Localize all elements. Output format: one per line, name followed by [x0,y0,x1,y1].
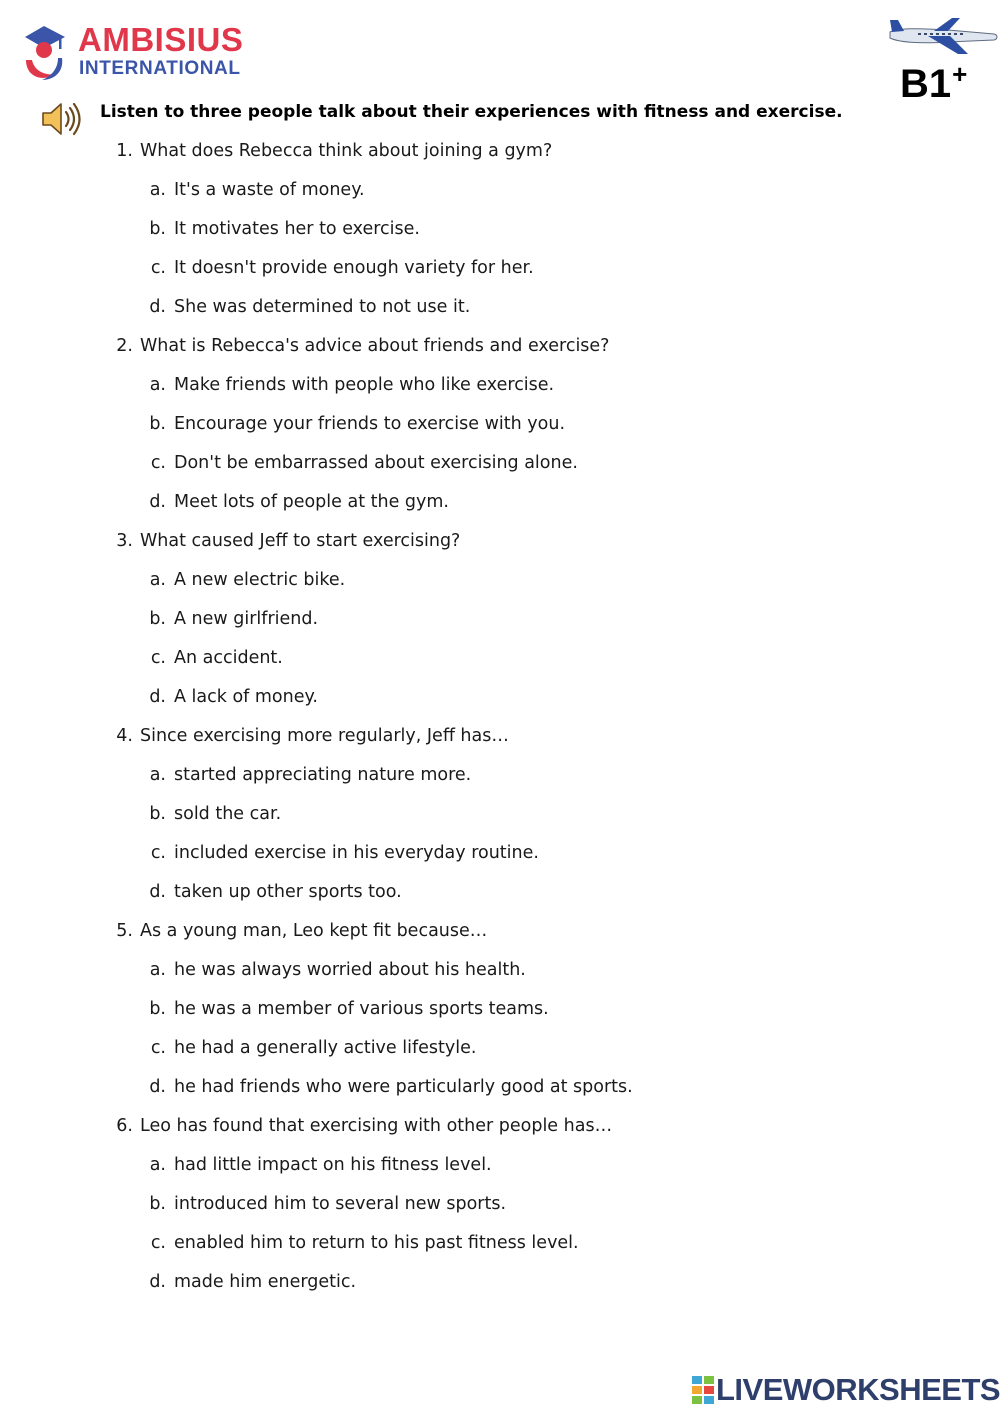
answer-option[interactable] [0,294,1000,333]
question-number: 5. [116,921,133,941]
answer-option[interactable] [0,801,1000,840]
option-text: It doesn't provide enough variety for her. [174,258,534,278]
answer-option[interactable] [0,840,1000,879]
instruction-text: Listen to three people talk about their experiences with fitness and exercise. [100,102,843,122]
option-text: he was a member of various sports teams. [174,999,549,1019]
answer-option[interactable] [0,411,1000,450]
liveworksheets-logo-icon [692,1376,714,1404]
option-text: Don't be embarrassed about exercising alone. [174,453,578,473]
option-letter: d. [149,297,166,317]
answer-option[interactable] [0,1074,1000,1113]
answer-option[interactable] [0,957,1000,996]
question-number: 6. [116,1116,133,1136]
option-text: included exercise in his everyday routine. [174,843,539,863]
option-text: It motivates her to exercise. [174,219,420,239]
option-text: introduced him to several new sports. [174,1194,507,1214]
option-text: She was determined to not use it. [174,297,471,317]
option-letter: c. [150,453,166,473]
brand-logo [22,20,262,84]
option-letter: d. [149,882,166,902]
option-text: made him energetic. [174,1272,357,1292]
answer-option[interactable] [0,1230,1000,1269]
question-text: What is Rebecca's advice about friends and exercise? [140,336,610,356]
option-letter: b. [149,999,166,1019]
answer-option[interactable] [0,1035,1000,1074]
option-text: A lack of money. [174,687,318,707]
answer-option[interactable] [0,684,1000,723]
option-text: It's a waste of money. [174,180,365,200]
question-text: What caused Jeff to start exercising? [140,531,461,551]
speaker-audio-icon[interactable] [40,99,84,139]
graduate-logo-icon [22,20,72,82]
liveworksheets-wordmark: LIVEWORKSHEETS [716,1372,1000,1407]
answer-option[interactable] [0,372,1000,411]
question-1 [0,138,1000,177]
question-2 [0,333,1000,372]
option-letter: b. [149,1194,166,1214]
answer-option[interactable] [0,216,1000,255]
option-letter: a. [149,375,166,395]
level-label: B1+ [900,59,968,106]
option-letter: b. [149,414,166,434]
answer-option[interactable] [0,255,1000,294]
option-letter: d. [149,1272,166,1292]
option-letter: a. [149,570,166,590]
option-letter: b. [149,219,166,239]
option-text: A new girlfriend. [174,609,319,629]
option-letter: c. [150,1038,166,1058]
option-letter: a. [149,960,166,980]
option-text: he was always worried about his health. [174,960,526,980]
answer-option[interactable] [0,996,1000,1035]
answer-option[interactable] [0,606,1000,645]
option-text: he had friends who were particularly good at sports. [174,1077,633,1097]
question-3 [0,528,1000,567]
question-text: As a young man, Leo kept fit because… [140,921,488,941]
answer-option[interactable] [0,1152,1000,1191]
question-number: 1. [116,141,133,161]
option-letter: c. [150,258,166,278]
airplane-icon [888,14,1000,56]
answer-option[interactable] [0,450,1000,489]
option-text: A new electric bike. [174,570,346,590]
answer-option[interactable] [0,645,1000,684]
option-letter: d. [149,687,166,707]
option-text: Meet lots of people at the gym. [174,492,449,512]
option-letter: a. [149,1155,166,1175]
question-5 [0,918,1000,957]
option-text: Encourage your friends to exercise with you. [174,414,566,434]
option-letter: c. [150,843,166,863]
answer-option[interactable] [0,1269,1000,1308]
question-4 [0,723,1000,762]
question-text: Leo has found that exercising with other people has… [140,1116,613,1136]
question-number: 2. [116,336,133,356]
option-text: he had a generally active lifestyle. [174,1038,477,1058]
answer-option[interactable] [0,879,1000,918]
answer-option[interactable] [0,1191,1000,1230]
option-text: started appreciating nature more. [174,765,472,785]
question-number: 4. [116,726,133,746]
logo-text-international: INTERNATIONAL [79,58,241,79]
option-text: taken up other sports too. [174,882,402,902]
option-text: Make friends with people who like exercise. [174,375,555,395]
option-text: An accident. [174,648,283,668]
question-6 [0,1113,1000,1152]
level-badge [888,14,1000,106]
question-text: What does Rebecca think about joining a gym? [140,141,553,161]
option-letter: d. [149,1077,166,1097]
option-text: enabled him to return to his past fitness level. [174,1233,579,1253]
question-list [0,138,1000,1308]
option-letter: d. [149,492,166,512]
option-text: had little impact on his fitness level. [174,1155,492,1175]
answer-option[interactable] [0,489,1000,528]
option-letter: a. [149,765,166,785]
answer-option[interactable] [0,177,1000,216]
answer-option[interactable] [0,762,1000,801]
option-letter: c. [150,648,166,668]
option-letter: b. [149,609,166,629]
answer-option[interactable] [0,567,1000,606]
option-text: sold the car. [174,804,282,824]
option-letter: b. [149,804,166,824]
question-text: Since exercising more regularly, Jeff has… [140,726,509,746]
option-letter: c. [150,1233,166,1253]
option-letter: a. [149,180,166,200]
logo-text-ambisius: AMBISIUS [78,21,244,58]
question-number: 3. [116,531,133,551]
